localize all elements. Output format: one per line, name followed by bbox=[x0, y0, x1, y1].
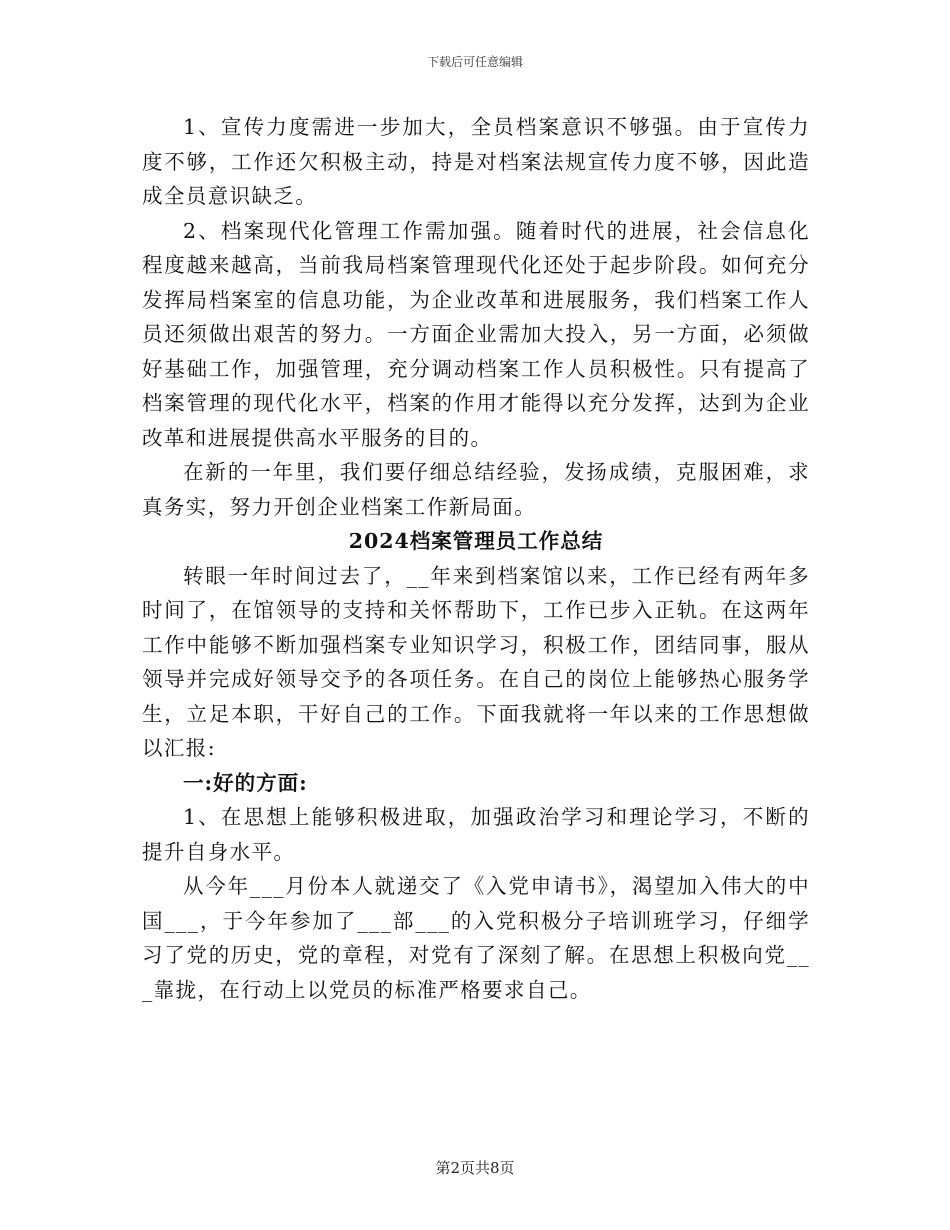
paragraph-new-year: 在新的一年里，我们要仔细总结经验，发扬成绩，克服困难，求真务实，努力开创企业档案工作新局面。 bbox=[142, 460, 810, 519]
paragraph-publicity: 1、宣传力度需进一步加大，全员档案意识不够强。由于宣传力度不够，工作还欠积极主动，持是对档案法规宣传力度不够，因此造成全员意识缺乏。 bbox=[142, 115, 810, 208]
paragraph-thought: 1、在思想上能够积极进取，加强政治学习和理论学习，不断的提升自身水平。 bbox=[142, 805, 810, 864]
section-heading: 一:好的方面: bbox=[183, 770, 308, 795]
page-footer: 第2页共8页 bbox=[435, 1159, 515, 1177]
paragraph-party-application: 从今年___月份本人就递交了《入党申请书》，渴望加入伟大的中国___，于今年参加了___部___的入党积极分子培训班学习，仔细学习了党的历史，党的章程，对党有了深刻了解。在思想上积极向党___靠拢，在行动上以党员的标准严格要求自己。 bbox=[142, 874, 810, 1002]
document-title: 2024档案管理员工作总结 bbox=[348, 529, 604, 553]
paragraph-intro: 转眼一年时间过去了，__年来到档案馆以来，工作已经有两年多时间了，在馆领导的支持和关怀帮助下，工作已步入正轨。在这两年工作中能够不断加强档案专业知识学习，积极工作，团结同事，服从领导并完成好领导交予的各项任务。在自己的岗位上能够热心服务学生，立足本职，干好自己的工作。下面我就将一年以来的工作思想做以汇报: bbox=[142, 563, 810, 760]
document-body bbox=[142, 110, 810, 1007]
page-header-note: 下载后可任意编辑 bbox=[426, 55, 523, 69]
paragraph-modernization: 2、档案现代化管理工作需加强。随着时代的进展，社会信息化程度越来越高，当前我局档案管理现代化还处于起步阶段。如何充分发挥局档案室的信息功能，为企业改革和进展服务，我们档案工作人员还须做出艰苦的努力。一方面企业需加大投入，另一方面，必须做好基础工作，加强管理，充分调动档案工作人员积极性。只有提高了档案管理的现代化水平，档案的作用才能得以充分发挥，达到为企业改革和进展提供高水平服务的目的。 bbox=[142, 218, 810, 450]
